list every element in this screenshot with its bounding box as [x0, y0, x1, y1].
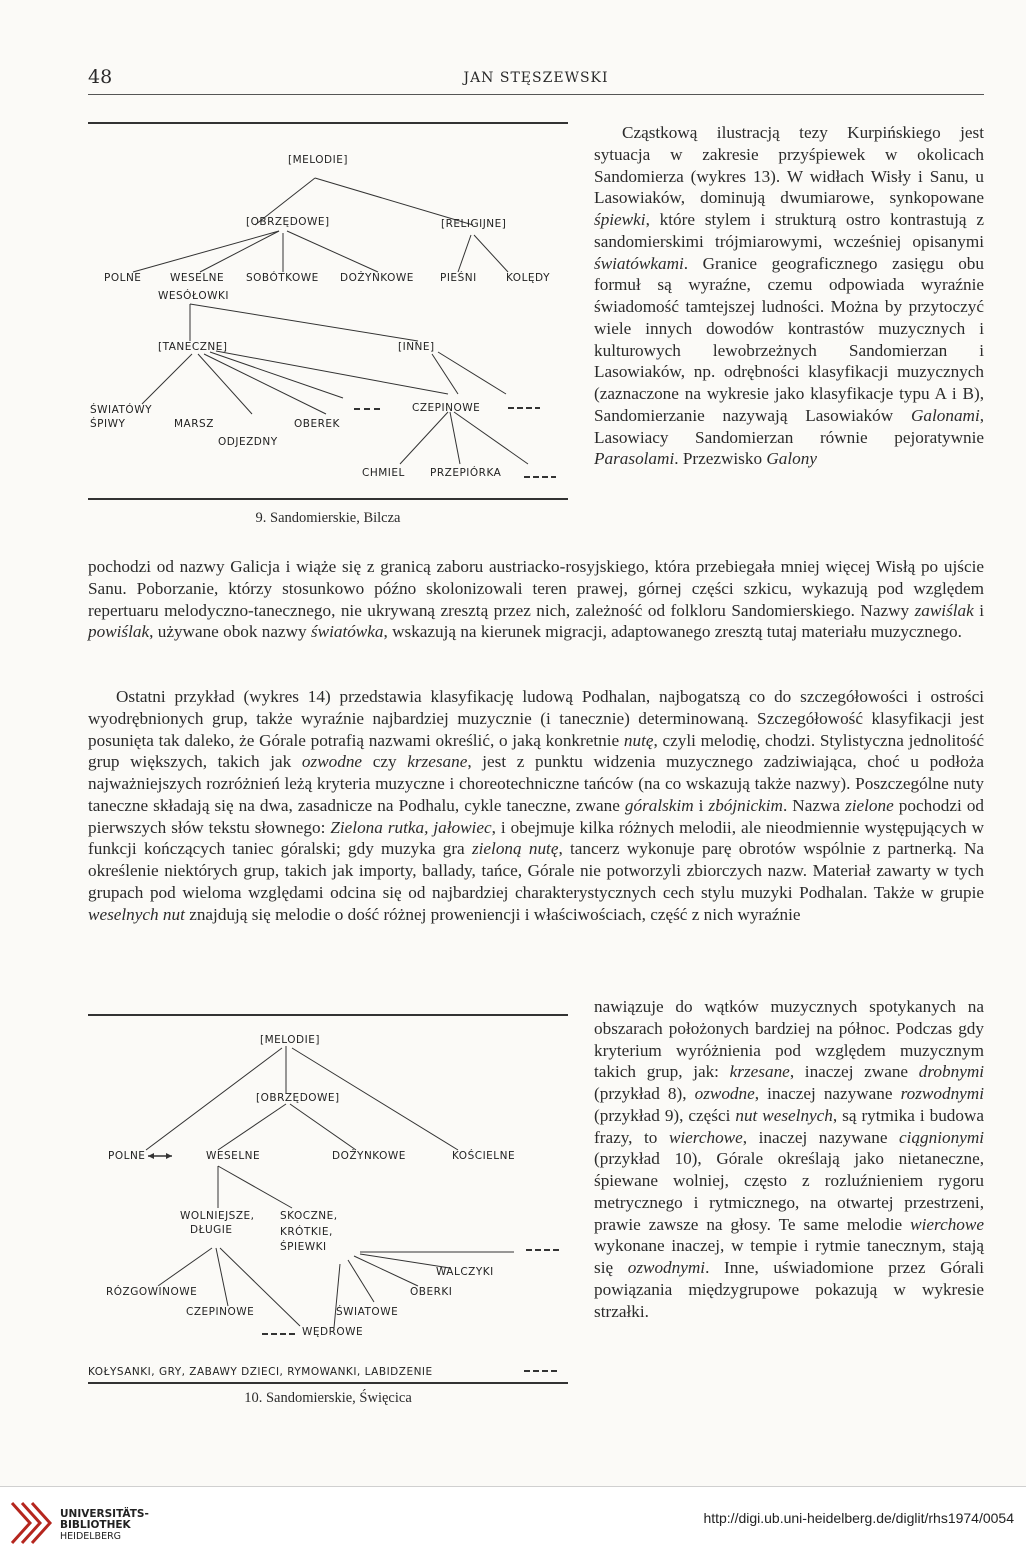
node10-oberki: OBERKI [410, 1286, 453, 1298]
node10-dlugie: DŁUGIE [190, 1224, 233, 1236]
node-polne: POLNE [104, 272, 142, 284]
paragraph-1-continuation: pochodzi od nazwy Galicja i wiąże się z granicą zaboru austriacko-rosyjskiego, która przebiegała mniej więcej Wisłą po ujście Sanu. Poborzanie, którzy stosunkowo późno skolonizowali teren prawej, górnej części szkicu, wykazują pod względem repertuaru melodyczno-tanecznego, nie ukrywaną zresztą przez nich, zależność od folkloru Sandomierskiego. Nazwy zawiślak i powiślak, używane obok nazwy światówka, wskazują na kierunek migracji, adaptowanego zresztą tutaj materiału muzycznego. [88, 557, 985, 642]
node-wesolowki: WESÓŁOWKI [158, 290, 229, 302]
node10-dozynkowe: DOŻYNKOWE [332, 1150, 406, 1162]
node-odjezdny: ODJEZDNY [218, 436, 278, 448]
diagram-9-caption: 9. Sandomierskie, Bilcza [255, 510, 401, 526]
node10-spiewki: ŚPIEWKI [280, 1241, 327, 1253]
running-head: JAN STĘSZEWSKI [463, 70, 609, 86]
node10-bottom: KOŁYSANKI, GRY, ZABAWY DZIECI, RYMOWANKI, LABIDZENIE [88, 1366, 433, 1378]
node10-polne: POLNE [108, 1150, 146, 1162]
university-logo-icon [8, 1499, 54, 1549]
node10-swiatowe: ŚWIATOWE [336, 1306, 399, 1318]
node-chmiel: CHMIEL [362, 467, 405, 479]
node10-czepinowe: CZEPINOWE [186, 1306, 255, 1318]
institution-name: UNIVERSITÄTS- BIBLIOTHEK HEIDELBERG [60, 1508, 149, 1542]
diagram-10-caption: 10. Sandomierskie, Święcica [244, 1390, 412, 1406]
node10-melodie: [MELODIE] [260, 1034, 320, 1046]
page-number: 48 [88, 66, 113, 88]
diagram-9-lines [88, 124, 568, 498]
node-przepiorka: PRZEPIÓRKA [430, 467, 502, 479]
node-melodie: [MELODIE] [288, 154, 348, 166]
node10-weselne: WESELNE [206, 1150, 261, 1162]
node-sobotkowe: SOBÓTKOWE [246, 272, 319, 284]
node10-obrzedowe: [OBRZĘDOWE] [256, 1092, 340, 1104]
source-url-link[interactable]: http://digi.ub.uni-heidelberg.de/diglit/rhs1974/0054 [703, 1510, 1014, 1526]
paragraph-1-column: Cząstkową ilustracją tezy Kurpińskiego jest sytuacja w zakresie przyśpiewek w okolicach Sandomierza (wykres 13). W widłach Wisły i Sanu, u Lasowiaków, dominują dwumiarowe, synkopowane śpiewki, które stylem i strukturą ostro kontrastują z sandomierskimi trójmiarowymi, wcześniej opisanymi światówkami. Granice geograficznego zasięgu obu formuł są wyraźne, czemu odpowiada wyraźnie świadomość tamtejszej ludności. Można by przytoczyć wiele innych dowodów kontrastów muzycznych i kulturowych lewobrzeżnych Sandomierzan i Lasowiaków, np. odrębności klasyfikacji muzycznych (zaznaczone na wykresie jako klasyfikacje typu A i B), Sandomierzanie nazywają Lasowiaków Galonami, Lasowiacy Sandomierzan równie pejoratywnie Parasolami. Przezwisko Galony [594, 123, 985, 469]
node-spiwy: ŚPIWY [90, 418, 126, 430]
node-piesni: PIEŚNI [440, 272, 477, 284]
node-religijne: [RELIGIJNE] [441, 218, 507, 230]
node10-krotkie: KRÓTKIE, [280, 1226, 333, 1238]
node-dozynkowe: DOŻYNKOWE [340, 272, 414, 284]
node-swiatowy: ŚWIATÓWY [90, 404, 152, 416]
node10-wedrowe: WĘDROWE [302, 1326, 364, 1338]
node10-skoczne: SKOCZNE, [280, 1210, 338, 1222]
node10-walczyki: WALCZYKI [436, 1266, 494, 1278]
node-inne: [INNE] [398, 341, 435, 353]
node10-wolniejsze: WOLNIEJSZE, [180, 1210, 255, 1222]
node10-koscielne: KOŚCIELNE [452, 1150, 516, 1162]
node10-rozgowinowe: RÓZGOWINOWE [106, 1286, 198, 1298]
node-oberek: OBEREK [294, 418, 340, 430]
paragraph-3-column: nawiązuje do wątków muzycznych spotykanych na obszarach położonych bardziej na północ. Podczas gdy kryterium wyróżnienia pod względem muzycznym takich grup, jak: krzesane, inaczej zwane drobnymi (przykład 8), ozwodne, inaczej nazywane rozwodnymi (przykład 9), części nut weselnych, są rytmika i budowa frazy, to wierchowe, inaczej nazywane ciągnionymi (przykład 10), Górale określają jako nietaneczne, śpiewane wolniej, często z rozluźnieniem rygoru metrycznego i rytmicznego, na otwartej przestrzeni, prawie zawsze na głosy. Te same melodie wierchowe wykonane inaczej, w tempie i rytmie tanecznym, stają się ozwodnymi. Inne, uświadomione przez Górali powiązania międzygrupowe pokazują w wykresie strzałki. [594, 997, 985, 1321]
paragraph-2: Ostatni przykład (wykres 14) przedstawia klasyfikację ludową Podhalan, najbogatszą co do szczegółowości i ostrości wyodrębnionych grup, także wyraźnie najbardziej muzycznie (i tanecznie) determinowaną. Szczegółowość klasyfikacji jest posunięta tak daleko, że Górale potrafią nazwami określić, o jaką konkretnie nutę, czyli melodię, chodzi. Stylistyczna jednolitość grup większych, takich jak ozwodne czy krzesane, jest z punktu widzenia muzycznego zadziwiająca, choć u podłoża najważniejszych rozróżnień leżą kryteria muzyczne i choreotechniczne tańców (na co wskazują także nazwy). Poszczególne nuty taneczne składają się na dwa, zasadnicze na Podhalu, cykle taneczne, zwane góralskim i zbójnickim. Nazwa zielone pochodzi od pierwszych słów tekstu słownego: Zielona rutka, jałowiec, i obejmuje kilka różnych melodii, ale nieodmiennie występujących w funkcji kończących taniec góralski; gdy muzyka gra zieloną nutę, tancerz wykonuje parę obrotów wspólnie z partnerką. Na określenie niektórych grup, takich jak importy, ballady, tańce, Górale nie potworzyli zbiorczych nazw. Materiał zawarty w tych grupach pod wieloma względami odcina się od najbardziej charakterystycznych cech stylu muzyki Podhalan. Także w grupie weselnych nut znajdują się melodie o dość różnej proweniencji i właściwościach, część z nich wyraźnie [88, 687, 985, 924]
node-czepinowe: CZEPINOWE [412, 402, 481, 414]
page-header [88, 64, 984, 95]
node-marsz: MARSZ [174, 418, 214, 430]
node-weselne: WESELNE [170, 272, 225, 284]
diagram-10 [88, 1014, 568, 1384]
diagram-9 [88, 122, 568, 500]
node-koledy: KOLĘDY [506, 272, 550, 284]
footer-bar [0, 1486, 1026, 1564]
node-obrzedowe: [OBRZĘDOWE] [246, 216, 330, 228]
node-taneczne: [TANECZNE] [158, 341, 228, 353]
